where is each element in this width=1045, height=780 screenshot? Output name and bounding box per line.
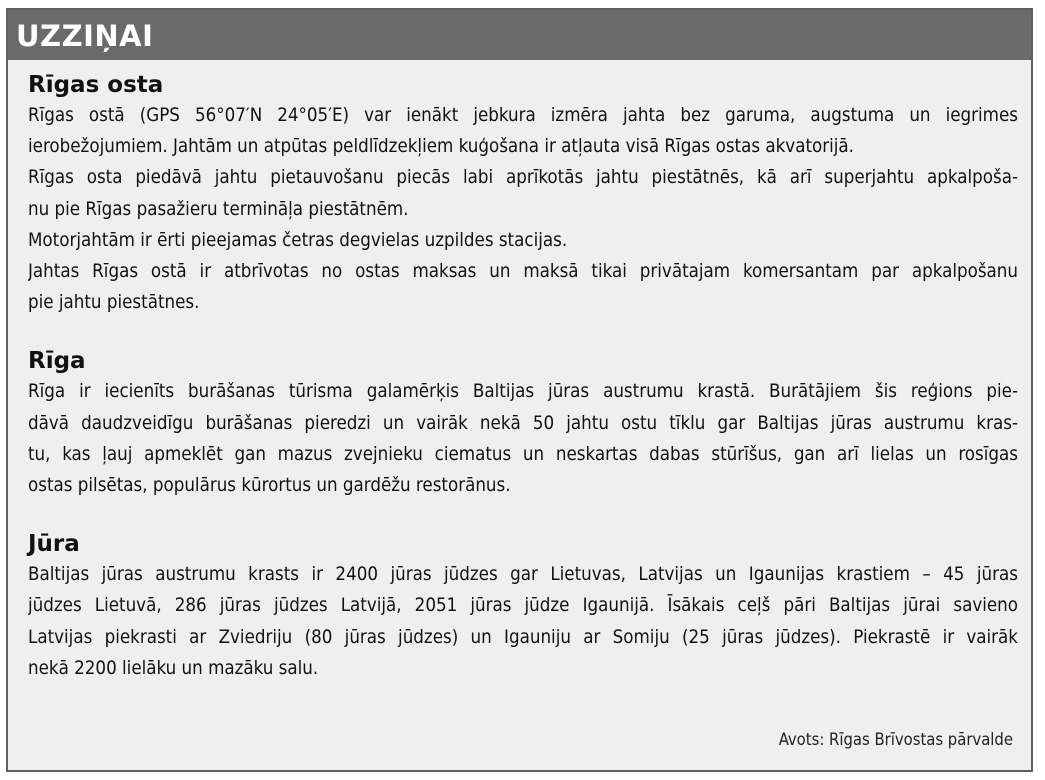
section-title: Jūra	[28, 531, 80, 558]
text-line: Motorjahtām ir ērti pieejamas četras degvielas uzpildes stacijas.	[28, 229, 568, 251]
source-credit: Avots: Rīgas Brīvostas pārvalde	[778, 730, 1013, 749]
text-line: ierobežojumiem. Jahtām un atpūtas peldlīdzekļiem kuģošana ir atļauta visā Rīgas ostas akvatorijā.	[28, 136, 854, 158]
text-line: nu pie Rīgas pasažieru termināļa piestātnēm.	[28, 198, 409, 220]
text-line: pie jahtu piestātnes.	[28, 292, 200, 314]
section-paragraph	[28, 100, 1018, 318]
text-line: Baltijas jūras austrumu krasts ir 2400 jūras jūdzes gar Lietuvas, Latvijas un Igaunijas krastiem – 45 jūras	[28, 564, 1018, 586]
text-line: Rīgas ostā (GPS 56°07′N 24°05′E) var ienākt jebkura izmēra jahta bez garuma, augstuma un iegrimes	[28, 105, 1018, 126]
section-title: Rīgas osta	[28, 72, 164, 98]
section-paragraph	[28, 559, 1018, 684]
text-line: nekā 2200 lielāku un mazāku salu.	[28, 657, 319, 679]
text-line: tu, kas ļauj apmeklēt gan mazus zvejnieku ciematus un neskartas dabas stūrīšus, gan arī lielas un rosīgas	[28, 443, 1018, 465]
section-spacer	[28, 501, 1018, 529]
section-spacer	[28, 318, 1018, 346]
section-riga	[28, 346, 1018, 501]
header-title: UZZIŅAI	[16, 19, 154, 53]
text-line: Jahtas Rīgas ostā ir atbrīvotas no ostas maksas un maksā tikai privātajam komersantam par apkalpošanu	[28, 261, 1018, 283]
info-box	[6, 8, 1033, 772]
text-line: Rīgas osta piedāvā jahtu pietauvošanu piecās labi aprīkotās jahtu piestātnēs, kā arī superjahtu apkalpoša-	[28, 167, 1018, 189]
text-line: dāvā daudzveidīgu burāšanas pieredzi un vairāk nekā 50 jahtu ostu tīklu gar Baltijas jūras austrumu kras-	[28, 412, 1018, 434]
info-header	[8, 10, 1031, 60]
section-title: Rīga	[28, 348, 86, 375]
section-jura	[28, 529, 1018, 684]
text-line: Rīga ir iecienīts burāšanas tūrisma galamērķis Baltijas jūras austrumu krastā. Burātājiem šis reģions pie-	[28, 381, 1018, 403]
text-line: ostas pilsētas, populārus kūrortus un gardēžu restorānus.	[28, 475, 511, 497]
text-line: jūdzes Lietuvā, 286 jūras jūdzes Latvijā, 2051 jūras jūdze Igaunijā. Īsākais ceļš pāri Baltijas jūrai savieno	[28, 595, 1018, 617]
info-content	[28, 70, 1018, 684]
section-rigas-osta	[28, 70, 1018, 318]
text-line: Latvijas piekrasti ar Zviedriju (80 jūras jūdzes) un Igauniju ar Somiju (25 jūras jūdzes). Piekrastē ir vairāk	[28, 626, 1018, 648]
section-paragraph	[28, 376, 1018, 501]
